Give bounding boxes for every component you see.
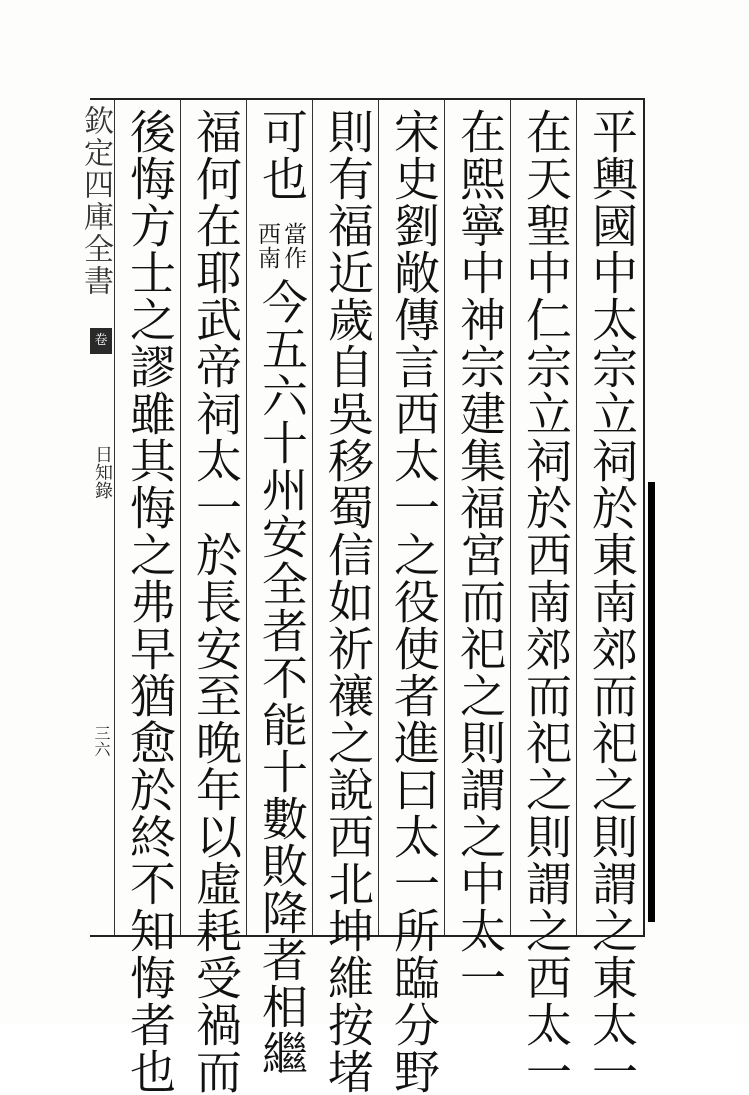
- annotation-line-2: 西南: [254, 222, 280, 270]
- column-rule: [378, 100, 379, 935]
- text-column-4: 宋史劉敞傳言西太一之役使者進曰太一所臨分野: [387, 108, 441, 1095]
- text-column-3: 在熙寧中神宗建集福宮而祀之則謂之中太一: [453, 108, 507, 1001]
- column-rule: [180, 100, 181, 935]
- text-column-7: 福何在耶武帝祠太一於長安至晚年以虛耗受禍而: [189, 108, 243, 1095]
- block-mark: 卷: [90, 328, 112, 354]
- column-rule: [510, 100, 511, 935]
- binding-edge-bar: [648, 482, 655, 922]
- column-rule: [444, 100, 445, 935]
- frame-top-border: [90, 98, 645, 100]
- book-title: 日知錄: [92, 445, 113, 499]
- text-column-6-tail: 今五六十州安全者不能十數敗降者相繼: [255, 278, 309, 1077]
- text-column-5: 則有福近歲自吳移蜀信如祈禳之說西北坤維按堵: [321, 108, 375, 1095]
- text-column-6-head: 可也: [255, 108, 309, 202]
- column-rule: [576, 100, 577, 935]
- text-column-1: 平輿國中太宗立祠於東南郊而祀之則謂之東太一: [585, 108, 639, 1095]
- text-column-2: 在天聖中仁宗立祠於西南郊而祀之則謂之西太一: [519, 108, 573, 1095]
- page-number: 三六: [92, 725, 111, 757]
- text-column-8: 後悔方士之謬雖其悔之弗早猶愈於終不知悔者也: [123, 108, 177, 1095]
- column-rule: [312, 100, 313, 935]
- column-rule: [114, 100, 115, 935]
- annotation-line-1: 當作: [280, 222, 306, 270]
- frame-right-border: [643, 98, 645, 937]
- column-rule: [246, 100, 247, 935]
- collection-title: 欽定四庫全書: [78, 105, 113, 297]
